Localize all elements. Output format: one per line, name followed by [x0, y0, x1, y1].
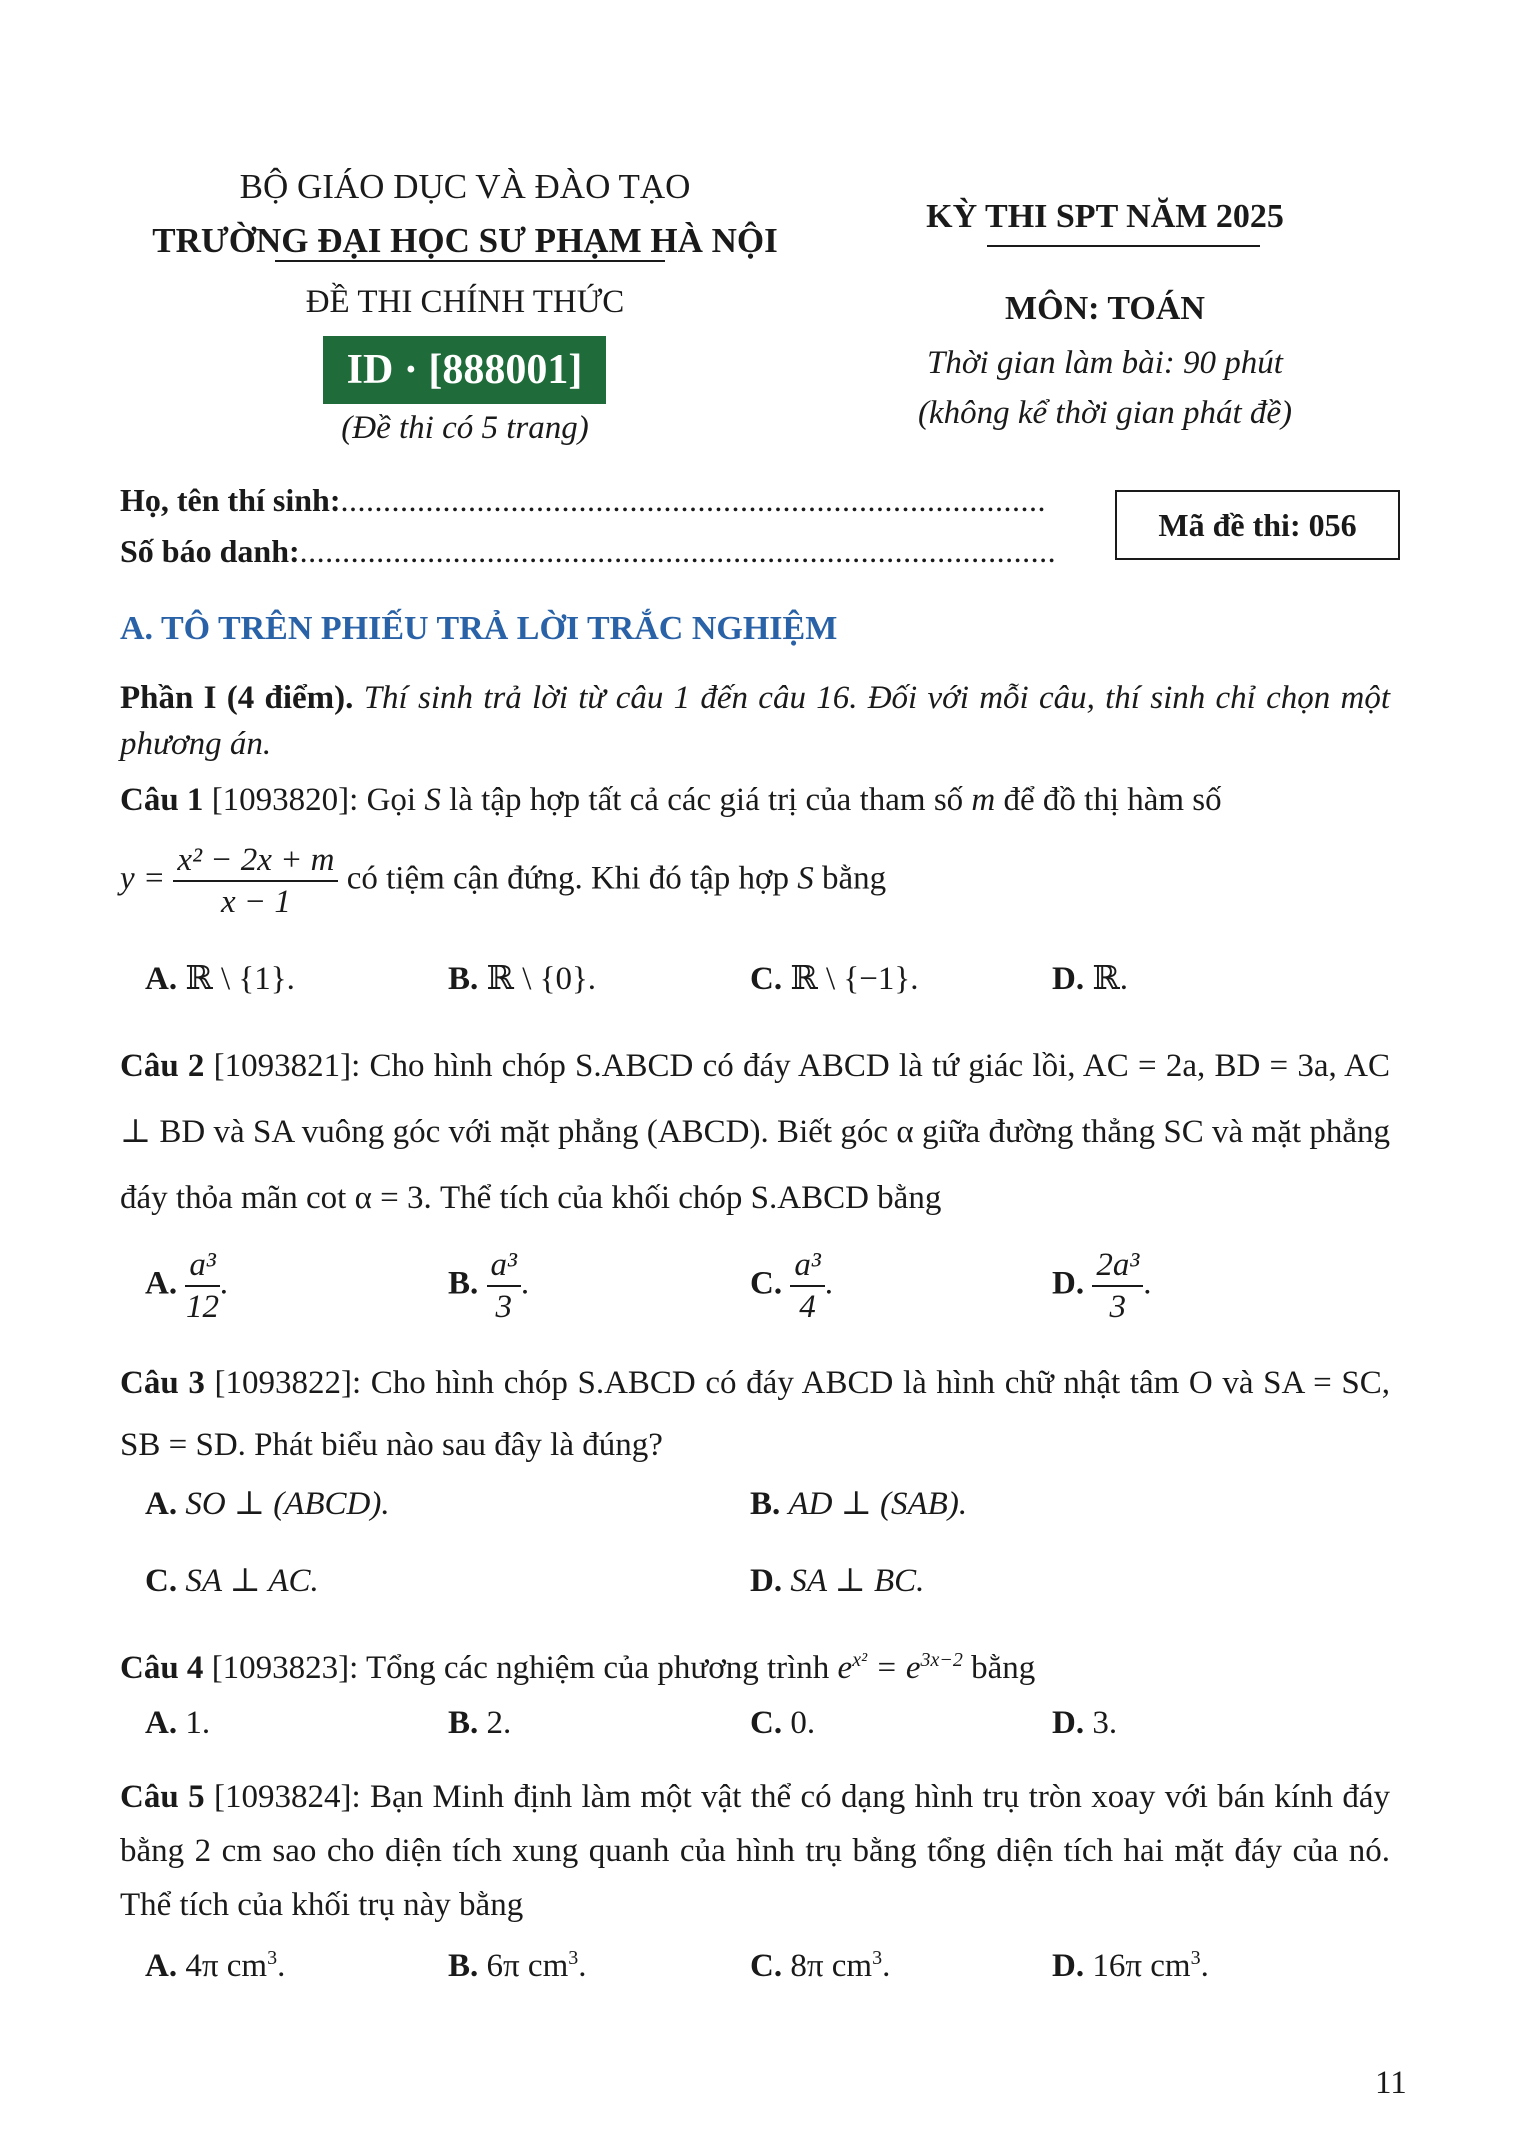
- subject: MÔN: TOÁN: [1005, 290, 1205, 327]
- official-exam-label: ĐỀ THI CHÍNH THỨC: [305, 284, 625, 320]
- candidate-number-label: Số báo danh:: [120, 533, 300, 569]
- q4-option-d: D. 3.: [1052, 1705, 1118, 1741]
- question-2: Câu 2 [1093821]: Cho hình chóp S.ABCD có đáy ABCD là tứ giác lồi, AC = 2a, BD = 3a, AC ⊥ BD và SA vuông góc với mặt phẳng (ABCD). Biết góc α giữa đường thẳng SC và mặt phẳng đáy thỏa mãn cot α = 3. Thể tích của khối chóp S.ABCD bằng: [120, 1048, 1391, 1216]
- q2-option-b: B. $\frac{\text{a³}}{3}$ .: [448, 1247, 530, 1325]
- q5-option-b: B. 6π $cm^3$.: [448, 1947, 587, 1984]
- q1-option-c: C. ℝ \ {−1}.: [750, 961, 919, 997]
- part-instructions: Phần I (4 điểm). Thí sinh trả lời từ câu 1 đến câu 16. Đối với mỗi câu, thí sinh chỉ chọn một phương án.: [120, 680, 1391, 762]
- q4-option-b: B. 2.: [448, 1705, 512, 1741]
- q1-option-b: B. ℝ \ {0}.: [448, 961, 597, 997]
- q2-option-d: D. $\frac{\text{2a³}}{3}$ .: [1052, 1247, 1152, 1325]
- q4-option-c: C. 0.: [750, 1705, 816, 1741]
- candidate-number-line: [120, 533, 1056, 570]
- q4-option-a: A. 1.: [145, 1705, 211, 1741]
- duration: Thời gian làm bài: 90 phút: [927, 345, 1283, 381]
- exam-title-block: [860, 195, 1350, 239]
- q5-option-a: A. 4π $cm^3$.: [145, 1947, 286, 1984]
- page-count-note: (Đề thi có 5 trang): [341, 410, 589, 446]
- divider: [275, 260, 665, 262]
- exam-title: KỲ THI SPT NĂM 2025: [926, 198, 1284, 235]
- q3-option-c: C. SA ⊥ AC.: [145, 1563, 319, 1599]
- q2-option-c: C. $\frac{\text{a³}}{4}$ .: [750, 1247, 833, 1325]
- exam-code-box: Mã đề thi: 056: [1115, 490, 1400, 560]
- university-name: TRƯỜNG ĐẠI HỌC SƯ PHẠM HÀ NỘI: [152, 221, 778, 260]
- question-1-formula: y = $\frac{\text{x² − 2x + m}}{x - 1}$ có tiệm cận đứng. Khi đó tập hợp S bằng: [120, 842, 887, 920]
- q3-option-d: D. SA ⊥ BC.: [750, 1563, 925, 1599]
- exam-id-badge: ID · [888001]: [323, 336, 606, 404]
- q3-option-a: A. SO ⊥ (ABCD).: [145, 1486, 390, 1522]
- fraction: $\frac{\text{x² − 2x + m}}{x - 1}$: [173, 840, 338, 922]
- candidate-number-dots: .........................................................................................: [299, 533, 1057, 569]
- candidate-name-label: Họ, tên thí sinh:: [120, 482, 341, 518]
- q5-option-c: C. 8π $cm^3$.: [750, 1947, 891, 1984]
- institution-block: [120, 165, 810, 320]
- section-title: A. TÔ TRÊN PHIẾU TRẢ LỜI TRẮC NGHIỆM: [120, 610, 838, 647]
- duration-note: (không kể thời gian phát đề): [917, 395, 1293, 431]
- question-3: Câu 3 [1093822]: Cho hình chóp S.ABCD có đáy ABCD là hình chữ nhật tâm O và SA = SC, SB = SD. Phát biểu nào sau đây là đúng?: [120, 1365, 1391, 1463]
- q1-option-a: A. ℝ \ {1}.: [145, 961, 295, 997]
- question-5: Câu 5 [1093824]: Bạn Minh định làm một vật thể có dạng hình trụ tròn xoay với bán kính đáy bằng 2 cm sao cho diện tích xung quanh của hình trụ bằng tổng diện tích hai mặt đáy của nó. Thể tích của khối trụ này bằng: [120, 1779, 1391, 1923]
- candidate-name-dots: ...................................................................................: [340, 482, 1046, 518]
- q1-option-d: D. ℝ.: [1052, 961, 1129, 997]
- question-1: Câu 1 [1093820]: Gọi S là tập hợp tất cả các giá trị của tham số m để đồ thị hàm số: [120, 782, 1222, 818]
- ministry-name: BỘ GIÁO DỤC VÀ ĐÀO TẠO: [239, 167, 691, 206]
- q3-option-b: B. AD ⊥ (SAB).: [750, 1486, 968, 1522]
- question-4: Câu 4 [1093823]: Tổng các nghiệm của phương trình $e^{x^2} = e^{3x-2}$ bằng: [120, 1649, 1036, 1686]
- q5-option-d: D. 16π $cm^3$.: [1052, 1947, 1209, 1984]
- q2-option-a: A. $\frac{\text{a³}}{12}$ .: [145, 1247, 228, 1325]
- candidate-name-line: [120, 482, 1046, 519]
- page-number: 11: [1375, 2065, 1407, 2101]
- divider: [987, 245, 1260, 247]
